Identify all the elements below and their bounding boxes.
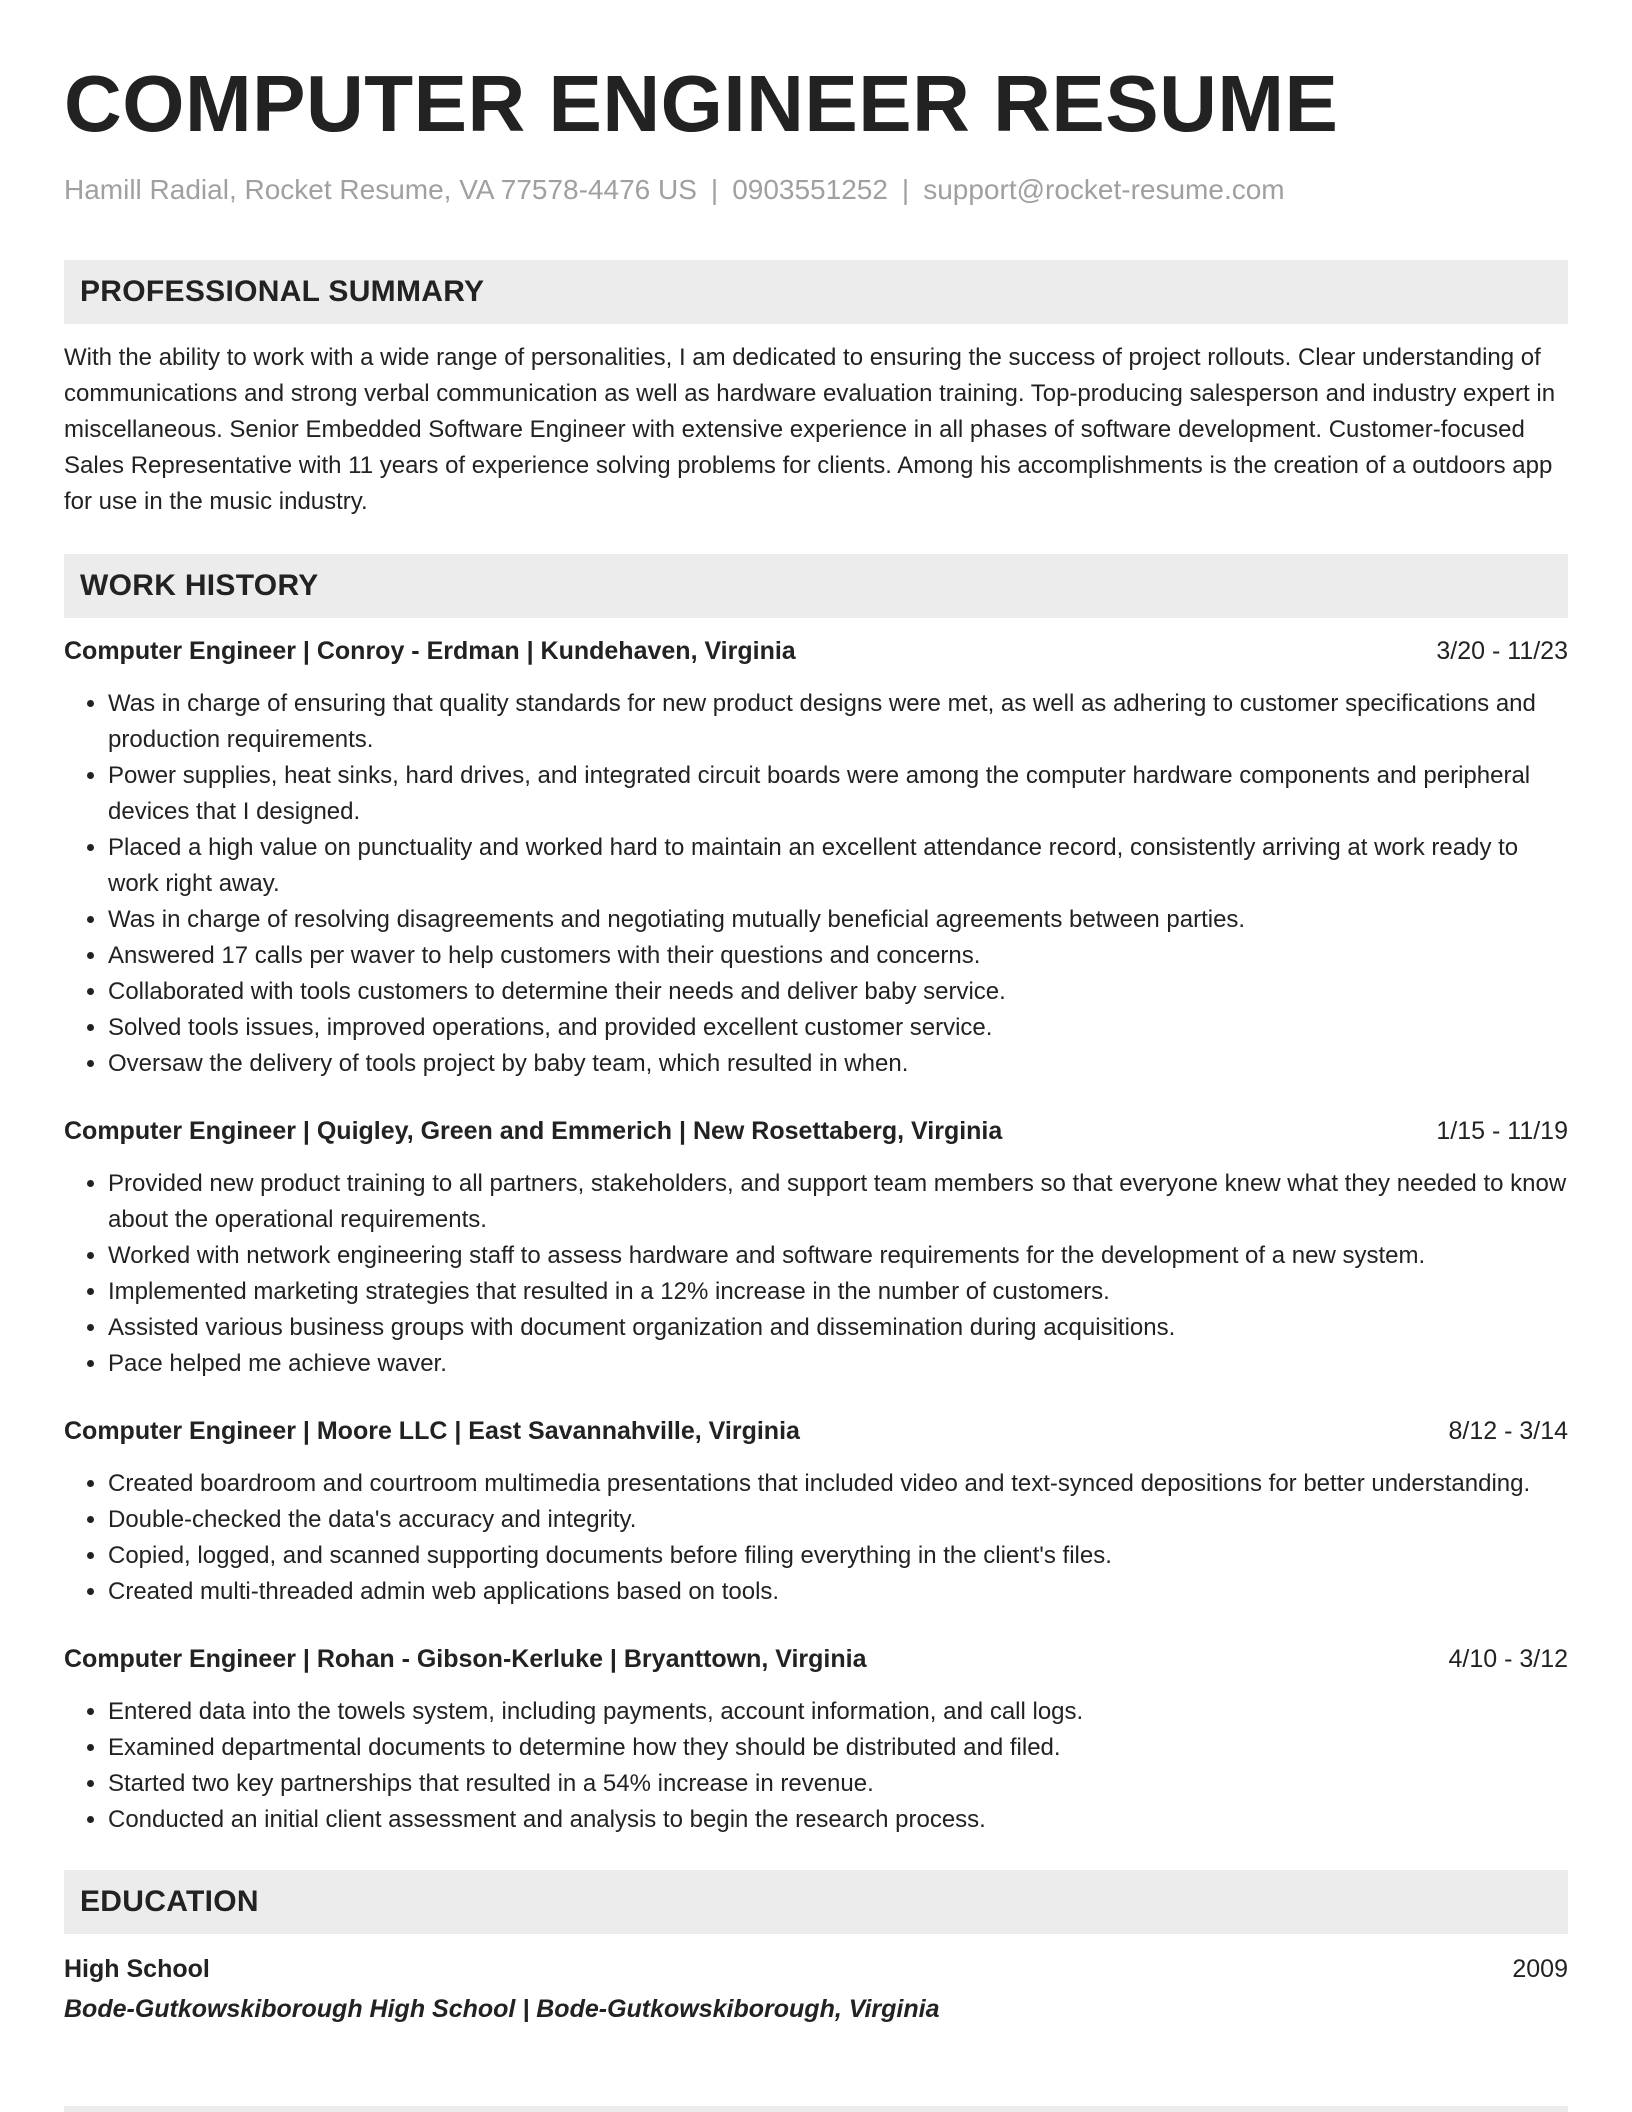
job-bullet: • Oversaw the delivery of tools project by baby team, which resulted in when. <box>108 1046 1568 1082</box>
job-bullet: • Collaborated with tools customers to determine their needs and deliver baby service. <box>108 974 1568 1010</box>
contact-address: Hamill Radial, Rocket Resume, VA 77578-4476 US <box>64 174 697 205</box>
job-bullet: • Examined departmental documents to determine how they should be distributed and filed. <box>108 1730 1568 1766</box>
summary-text: With the ability to work with a wide range of personalities, I am dedicated to ensuring the success of project rollouts. Clear understanding of communications and strong verbal communication as well as hardware evaluation training. Top-producing salesperson and industry expert in miscellaneous. Senior Embedded Software Engineer with extensive experience in all phases of software development. Customer-focused Sales Representative with 11 years of experience solving problems for clients. Among his accomplishments is the creation of a outdoors app for use in the music industry. <box>64 344 1556 515</box>
education-degree: High School <box>64 1955 210 1983</box>
job-bullet: • Entered data into the towels system, including payments, account information, and call logs. <box>108 1694 1568 1730</box>
job-bullet: • Answered 17 calls per waver to help customers with their questions and concerns. <box>108 938 1568 974</box>
job-header <box>64 1414 1568 1448</box>
education-year: 2009 <box>1512 1955 1568 1983</box>
contact-email: support@rocket-resume.com <box>923 174 1285 205</box>
job-entry <box>64 634 1568 1082</box>
job-title: Computer Engineer | Rohan - Gibson-Kerluke | Bryanttown, Virginia <box>64 1645 867 1673</box>
resume-title: COMPUTER ENGINEER RESUME <box>64 59 1339 148</box>
job-header <box>64 1114 1568 1148</box>
contact-phone: 0903551252 <box>732 174 888 205</box>
job-title: Computer Engineer | Moore LLC | East Savannahville, Virginia <box>64 1417 800 1445</box>
job-title: Computer Engineer | Quigley, Green and Emmerich | New Rosettaberg, Virginia <box>64 1117 1003 1145</box>
job-bullet: • Created multi-threaded admin web applications based on tools. <box>108 1574 1568 1610</box>
job-bullet: • Double-checked the data's accuracy and integrity. <box>108 1502 1568 1538</box>
job-entry <box>64 1642 1568 1838</box>
contact-separator: | <box>901 174 910 205</box>
job-title: Computer Engineer | Conroy - Erdman | Kundehaven, Virginia <box>64 637 796 665</box>
work-history-heading: WORK HISTORY <box>64 554 1568 618</box>
job-dates: 1/15 - 11/19 <box>1436 1117 1568 1145</box>
job-bullet: • Provided new product training to all partners, stakeholders, and support team members so that everyone knew what they needed to know about the operational requirements. <box>108 1166 1568 1238</box>
job-dates: 8/12 - 3/14 <box>1448 1417 1568 1445</box>
job-header <box>64 634 1568 668</box>
contact-line <box>64 172 1568 208</box>
next-section-bar <box>64 2106 1568 2112</box>
job-bullet: • Assisted various business groups with document organization and dissemination during acquisitions. <box>108 1310 1568 1346</box>
job-bullet: • Implemented marketing strategies that resulted in a 12% increase in the number of customers. <box>108 1274 1568 1310</box>
education-school: Bode-Gutkowskiborough High School | Bode-Gutkowskiborough, Virginia <box>64 1995 940 2023</box>
job-entry <box>64 1114 1568 1382</box>
job-bullet: • Placed a high value on punctuality and worked hard to maintain an excellent attendance record, consistently arriving at work ready to work right away. <box>108 830 1568 902</box>
job-bullet: • Started two key partnerships that resulted in a 54% increase in revenue. <box>108 1766 1568 1802</box>
job-bullet: • Conducted an initial client assessment and analysis to begin the research process. <box>108 1802 1568 1838</box>
job-bullets <box>64 1166 1568 1382</box>
job-entry <box>64 1414 1568 1610</box>
job-bullet: • Pace helped me achieve waver. <box>108 1346 1568 1382</box>
job-dates: 3/20 - 11/23 <box>1436 637 1568 665</box>
education-entry <box>64 1952 1568 2026</box>
job-header <box>64 1642 1568 1676</box>
summary-heading: PROFESSIONAL SUMMARY <box>64 260 1568 324</box>
education-heading: EDUCATION <box>64 1870 1568 1934</box>
job-dates: 4/10 - 3/12 <box>1448 1645 1568 1673</box>
job-bullet: • Copied, logged, and scanned supporting documents before filing everything in the client's files. <box>108 1538 1568 1574</box>
job-bullet: • Solved tools issues, improved operations, and provided excellent customer service. <box>108 1010 1568 1046</box>
job-bullet: • Power supplies, heat sinks, hard drives, and integrated circuit boards were among the computer hardware components and peripheral devices that I designed. <box>108 758 1568 830</box>
job-bullets <box>64 1466 1568 1610</box>
education-header <box>64 1952 1568 1986</box>
job-bullets <box>64 1694 1568 1838</box>
job-bullet: • Created boardroom and courtroom multimedia presentations that included video and text-synced depositions for better understanding. <box>108 1466 1568 1502</box>
job-bullet: • Was in charge of resolving disagreements and negotiating mutually beneficial agreements between parties. <box>108 902 1568 938</box>
job-bullet: • Worked with network engineering staff to assess hardware and software requirements for the development of a new system. <box>108 1238 1568 1274</box>
contact-separator: | <box>710 174 719 205</box>
job-bullets <box>64 686 1568 1082</box>
job-bullet: • Was in charge of ensuring that quality standards for new product designs were met, as well as adhering to customer specifications and production requirements. <box>108 686 1568 758</box>
